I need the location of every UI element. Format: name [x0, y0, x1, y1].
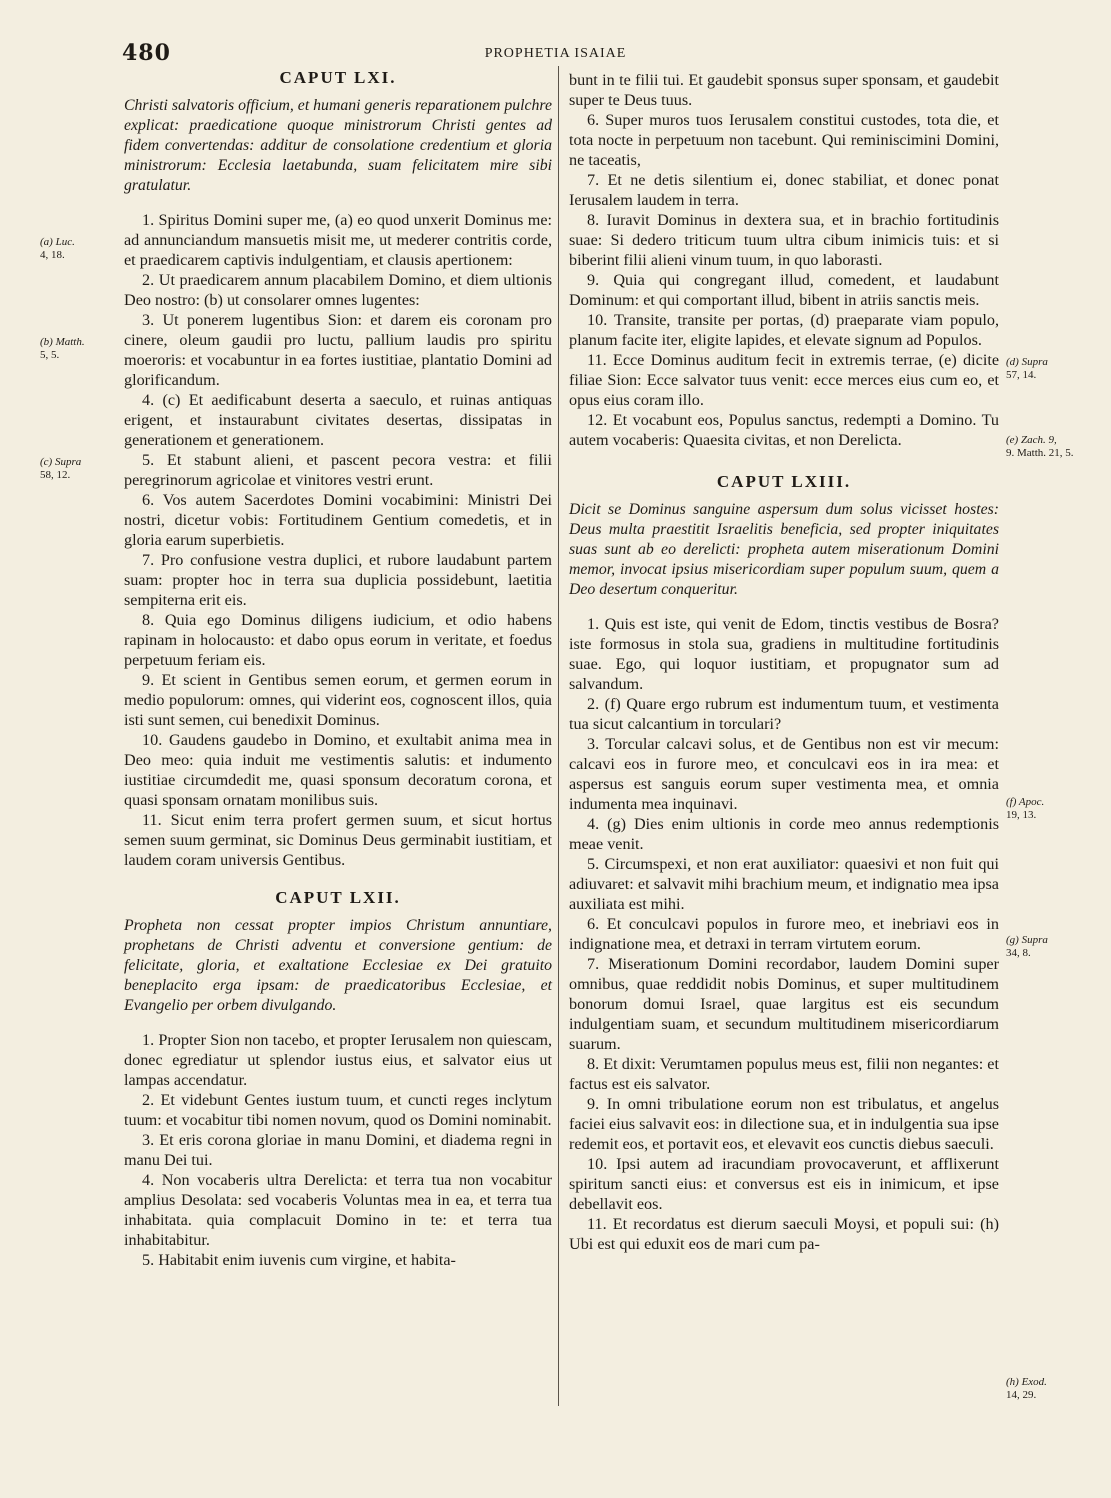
margin-note-loc: 19, 13. [1006, 809, 1037, 821]
margin-note-loc: 34, 8. [1006, 947, 1031, 959]
verse: 1. Propter Sion non tacebo, et propter Ierusalem non quiescam, donec egrediatur ut splendor iustus eius, et salvator eius ut lampas accendatur. [124, 1031, 552, 1089]
verse: 3. Et eris corona gloriae in manu Domini, et diadema regni in manu Dei tui. [124, 1131, 552, 1169]
chapter-62-verses [124, 1030, 552, 1270]
verse: 7. Pro confusione vestra duplici, et rubore laudabunt partem suam: propter hoc in terra sua duplicia possidebunt, laetitia sempiterna erit eis. [124, 551, 552, 609]
margin-note-loc: 5, 5. [40, 349, 60, 361]
chapter-title-62: CAPUT LXII. [275, 888, 401, 907]
margin-note-loc: 9. Matth. 21, 5. [1006, 447, 1074, 459]
margin-note-loc: 4, 18. [40, 249, 65, 261]
verse: 3. Torcular calcavi solus, et de Gentibus non est vir mecum: calcavi eos in furore meo, et conculcavi eos in ira mea: et aspersus est sanguis eorum super vestimenta mea, et omnia indumenta mea inquinavi. [569, 735, 999, 813]
verse: 4. Non vocaberis ultra Derelicta: et terra tua non vocabitur amplius Desolata: sed vocaberis Voluntas mea in ea, et terra tua inhabitata. quia complacuit Domino in te: et terra tua inhabitabitur. [124, 1171, 552, 1249]
chapter-summary-63: Dicit se Dominus sanguine aspersum dum solus vicisset hostes: Deus multa praestitit Israelitis beneficia, sed propter iniquitates suas sunt ab eo derelicti: propheta autem miserationum Domini memor, invocat ipsius misericordiam super populum suum, quem a Deo desertum conqueritur. [569, 501, 999, 598]
margin-note-loc: 57, 14. [1006, 369, 1037, 381]
margin-note-loc: 58, 12. [40, 469, 71, 481]
chapter-62-continued-verses [569, 70, 999, 450]
verse: 9. Et scient in Gentibus semen eorum, et germen eorum in medio populorum: omnes, qui viderint eos, cognoscent illos, quia isti sunt semen, cui benedixit Dominus. [124, 671, 552, 729]
verse: 9. Quia qui congregant illud, comedent, et laudabunt Dominum: et qui comportant illud, bibent in atriis sanctis meis. [569, 271, 999, 309]
verse: 8. Et dixit: Verumtamen populus meus est, filii non negantes: et factus est eis salvator. [569, 1055, 999, 1093]
verse: 11. Ecce Dominus auditum fecit in extremis terrae, (e) dicite filiae Sion: Ecce salvator tuus venit: ecce merces eius cum eo, et opus eius coram illo. [569, 351, 999, 409]
verse: 8. Iuravit Dominus in dextera sua, et in brachio fortitudinis suae: Si dedero triticum tuum ultra cibum inimicis tuis: et si biberint filii alieni vinum tuum, in quo laborasti. [569, 211, 999, 269]
verse: 5. Habitabit enim iuvenis cum virgine, et habita- [142, 1251, 456, 1269]
verse: 10. Transite, transite per portas, (d) praeparate viam populo, planum facite iter, eligite lapides, et elevate signum ad Populos. [569, 311, 999, 349]
verse: 6. Super muros tuos Ierusalem constitui custodes, tota die, et tota nocte in perpetuum non tacebunt. Qui reminiscimini Domini, ne taceatis, [569, 111, 999, 169]
verse: 12. Et vocabunt eos, Populus sanctus, redempti a Domino. Tu autem vocaberis: Quaesita civitas, et non Derelicta. [569, 411, 999, 449]
verse: 3. Ut ponerem lugentibus Sion: et darem eis coronam pro cinere, oleum gaudii pro luctu, pallium laudis pro spiritu moeroris: et vocabuntur in ea fortes iustitiae, plantatio Domini ad glorificandum. [124, 311, 552, 389]
verse: 6. Et conculcavi populos in furore meo, et inebriavi eos in indignatione mea, et detraxi in terram virtutem eorum. [569, 915, 999, 953]
chapter-title-61: CAPUT LXI. [279, 68, 397, 87]
margin-note-ref: (f) Apoc. [1006, 796, 1045, 808]
verse: 1. Quis est iste, qui venit de Edom, tinctis vestibus de Bosra? iste formosus in stola sua, gradiens in multitudine fortitudinis suae. Ego, qui loquor iustitiam, et propugnator sum ad salvandum. [569, 615, 999, 693]
chapter-title-63: CAPUT LXIII. [716, 472, 852, 491]
margin-note-ref: (a) Luc. [40, 236, 75, 248]
verse: 5. Et stabunt alieni, et pascent pecora vestra: et filii peregrinorum agricolae et vinitores vestri erunt. [124, 451, 552, 489]
verse: 1. Spiritus Domini super me, (a) eo quod unxerit Dominus me: ad annunciandum mansuetis misit me, ut mederer contritis corde, et praedicarem captivis indulgentiam, et clausis apertionem: [124, 211, 552, 269]
chapter-summary-62: Propheta non cessat propter impios Christum annuntiare, prophetans de Christi adventu et conversione gentium: de felicitate, gloria, et exaltatione Ecclesiae ex Dei gratuito beneplacito erga ipsam: de praedicatoribus Ecclesiae, et Evangelio per orbem divulgando. [124, 917, 552, 1014]
verse: 5. Circumspexi, et non erat auxiliator: quaesivi et non fuit qui adiuvaret: et salvavit mihi brachium meum, et indignatio mea ipsa auxiliata est mihi. [569, 855, 999, 913]
right-column [569, 70, 999, 1254]
verse: 10. Ipsi autem ad iracundiam provocaverunt, et afflixerunt spiritum sancti eius: et conversus est eis in inimicum, et ipse debellavit eos. [569, 1155, 999, 1213]
verse: 11. Et recordatus est dierum saeculi Moysi, et populi sui: (h) Ubi est qui eduxit eos de mari cum pa- [569, 1215, 999, 1253]
verse: 9. In omni tribulatione eorum non est tribulatus, et angelus faciei eius salvavit eos: in dilectione sua, et in indulgentia sua ipse redemit eos, et portavit eos, et elevavit eos cunctis diebus saeculi. [569, 1095, 999, 1153]
margin-note-ref: (c) Supra [40, 456, 82, 468]
margin-note-ref: (e) Zach. 9, [1006, 434, 1057, 446]
margin-note-f [1006, 796, 1101, 822]
margin-note-g [1006, 934, 1101, 960]
verse: 2. (f) Quare ergo rubrum est indumentum tuum, et vestimenta tua sicut calcantium in torculari? [569, 695, 999, 733]
chapter-summary-61: Christi salvatoris officium, et humani generis reparationem pulchre explicat: praedicatione quoque ministrorum Christi gentes ad fidem convertendas: additur de consolatione credentium et gloria ministrorum: Ecclesia laetabunda, suam felicitatem mire sibi gratulatur. [124, 97, 552, 194]
chapter-61-verses [124, 210, 552, 870]
margin-note-loc: 14, 29. [1006, 1389, 1037, 1401]
chapter-63-verses [569, 614, 999, 1254]
verse: 4. (c) Et aedificabunt deserta a saeculo, et ruinas antiquas erigent, et instaurabunt civitates desertas, dissipatas in generationem et generationem. [124, 391, 552, 449]
margin-note-h [1006, 1376, 1101, 1402]
margin-note-b [40, 336, 120, 362]
margin-note-ref: (b) Matth. [40, 336, 85, 348]
margin-note-ref: (d) Supra [1006, 356, 1048, 368]
margin-note-ref: (h) Exod. [1006, 1376, 1047, 1388]
margin-note-c [40, 456, 120, 482]
left-column [124, 60, 552, 1270]
margin-note-a [40, 236, 120, 262]
margin-note-e [1006, 434, 1101, 460]
column-divider [558, 66, 559, 1406]
verse: 6. Vos autem Sacerdotes Domini vocabimini: Ministri Dei nostri, dicetur vobis: Fortitudinem Gentium comedetis, et in gloria earum superbietis. [124, 491, 552, 549]
verse: 10. Gaudens gaudebo in Domino, et exultabit anima mea in Deo meo: quia induit me vestimentis salutis: et indumento iustitiae circumdedit me, quasi sponsum decoratum corona, et quasi sponsam ornatam monilibus suis. [124, 731, 552, 809]
verse: 8. Quia ego Dominus diligens iudicium, et odio habens rapinam in holocausto: et dabo opus eorum in veritate, et foedus perpetuum feriam eis. [124, 611, 552, 669]
margin-note-ref: (g) Supra [1006, 934, 1048, 946]
verse: 7. Et ne detis silentium ei, donec stabiliat, et donec ponat Ierusalem laudem in terra. [569, 171, 999, 209]
verse: 2. Et videbunt Gentes iustum tuum, et cuncti reges inclytum tuum: et vocabitur tibi nomen novum, quod os Domini nominabit. [124, 1091, 552, 1129]
margin-note-d [1006, 356, 1101, 382]
verse: bunt in te filii tui. Et gaudebit sponsus super sponsam, et gaudebit super te Deus tuus. [569, 71, 999, 109]
verse: 11. Sicut enim terra profert germen suum, et sicut hortus semen suum germinat, sic Dominus Deus germinabit iustitiam, et laudem coram universis Gentibus. [124, 811, 552, 869]
verse: 7. Miserationum Domini recordabor, laudem Domini super omnibus, quae reddidit nobis Dominus, et super multitudinem bonorum domui Israel, quae largitus est eis secundum indulgentiam suam, et secundum multitudinem misericordiarum suarum. [569, 955, 999, 1053]
page-number: 480 [122, 40, 171, 66]
verse: 2. Ut praedicarem annum placabilem Domino, et diem ultionis Deo nostro: (b) ut consolarer omnes lugentes: [124, 271, 552, 309]
running-head: PROPHETIA ISAIAE [484, 46, 627, 61]
verse: 4. (g) Dies enim ultionis in corde meo annus redemptionis meae venit. [569, 815, 999, 853]
